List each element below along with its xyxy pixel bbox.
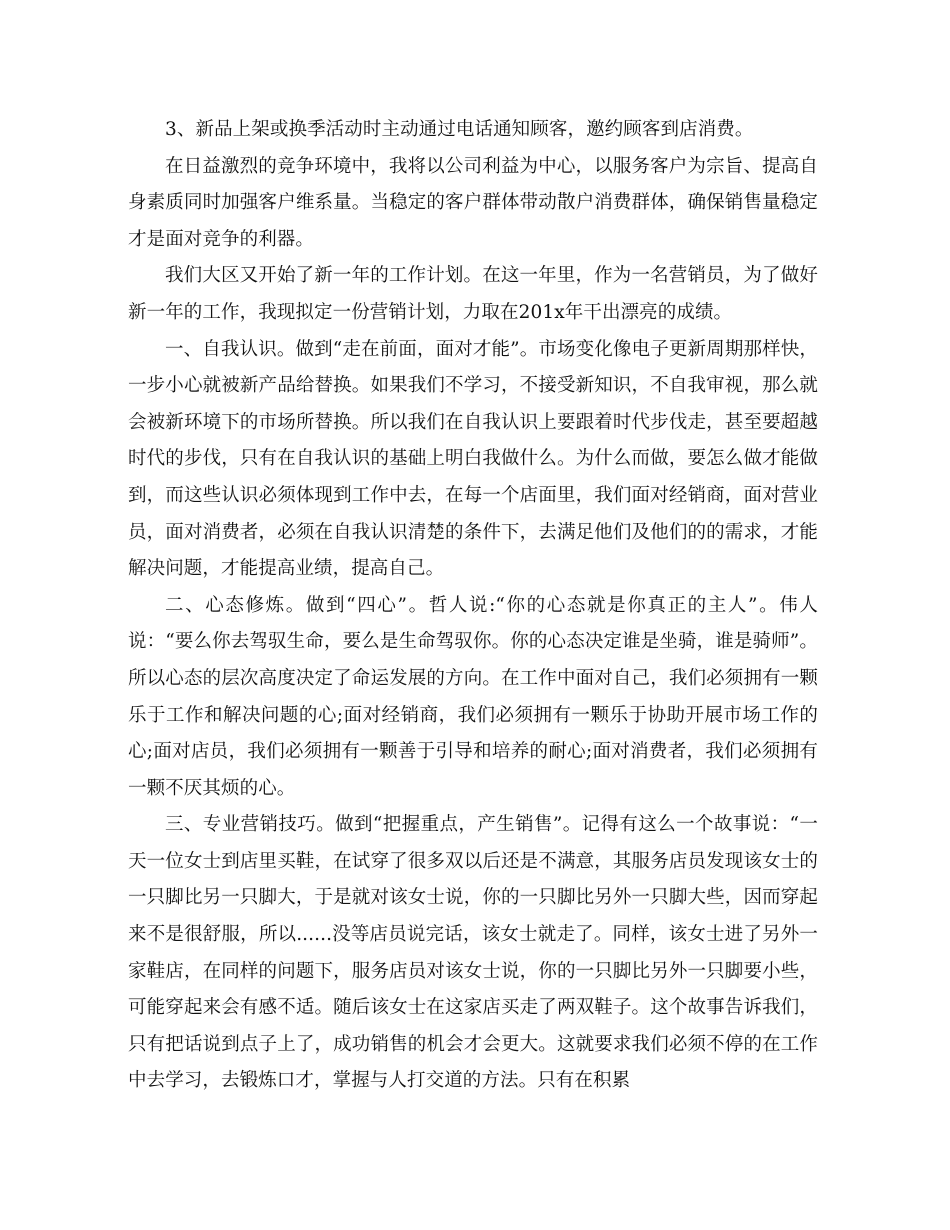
paragraph-5: 二、心态修炼。做到“四心”。哲人说:“你的心态就是你真正的主人”。伟人说：“要么你去驾驭生命，要么是生命驾驭你。你的心态决定谁是坐骑，谁是骑师”。所以心态的层次高度决定了命运发展的方向。在工作中面对自己，我们必须拥有一颗乐于工作和解决问题的心;面对经销商，我们必须拥有一颗乐于协助开展市场工作的心;面对店员，我们必须拥有一颗善于引导和培养的耐心;面对消费者，我们必须拥有一颗不厌其烦的心。 xyxy=(128,594,818,799)
paragraph-1: 3、新品上架或换季活动时主动通过电话通知顾客，邀约顾客到店消费。 xyxy=(165,119,754,140)
paragraph-3: 我们大区又开始了新一年的工作计划。在这一年里，作为一名营销员，为了做好新一年的工作，我现拟定一份营销计划，力取在201x年干出漂亮的成绩。 xyxy=(128,265,818,323)
paragraph-6: 三、专业营销技巧。做到“把握重点，产生销售”。记得有这么一个故事说：“一天一位女士到店里买鞋，在试穿了很多双以后还是不满意，其服务店员发现该女士的一只脚比另一只脚大，于是就对该女士说，你的一只脚比另外一只脚大些，因而穿起来不是很舒服，所以......没等店员说完话，该女士就走了。同样，该女士进了另外一家鞋店，在同样的问题下，服务店员对该女士说，你的一只脚比另外一只脚要小些，可能穿起来会有感不适。随后该女士在这家店买走了两双鞋子。这个故事告诉我们，只有把话说到点子上了，成功销售的机会才会更大。这就要求我们必须不停的在工作中去学习，去锻炼口才，掌握与人打交道的方法。只有在积累 xyxy=(128,814,818,1092)
document-body xyxy=(128,112,818,1100)
paragraph-4: 一、自我认识。做到“走在前面，面对才能”。市场变化像电子更新周期那样快，一步小心就被新产品给替换。如果我们不学习，不接受新知识，不自我审视，那么就会被新环境下的市场所替换。所以我们在自我认识上要跟着时代步伐走，甚至要超越时代的步伐，只有在自我认识的基础上明白我做什么。为什么而做，要怎么做才能做到，而这些认识必须体现到工作中去，在每一个店面里，我们面对经销商，面对营业员，面对消费者，必须在自我认识清楚的条件下，去满足他们及他们的的需求，才能解决问题，才能提高业绩，提高自己。 xyxy=(128,338,818,580)
paragraph-2: 在日益激烈的竞争环境中，我将以公司利益为中心，以服务客户为宗旨、提高自身素质同时加强客户维系量。当稳定的客户群体带动散户消费群体，确保销售量稳定才是面对竞争的利器。 xyxy=(128,155,818,250)
